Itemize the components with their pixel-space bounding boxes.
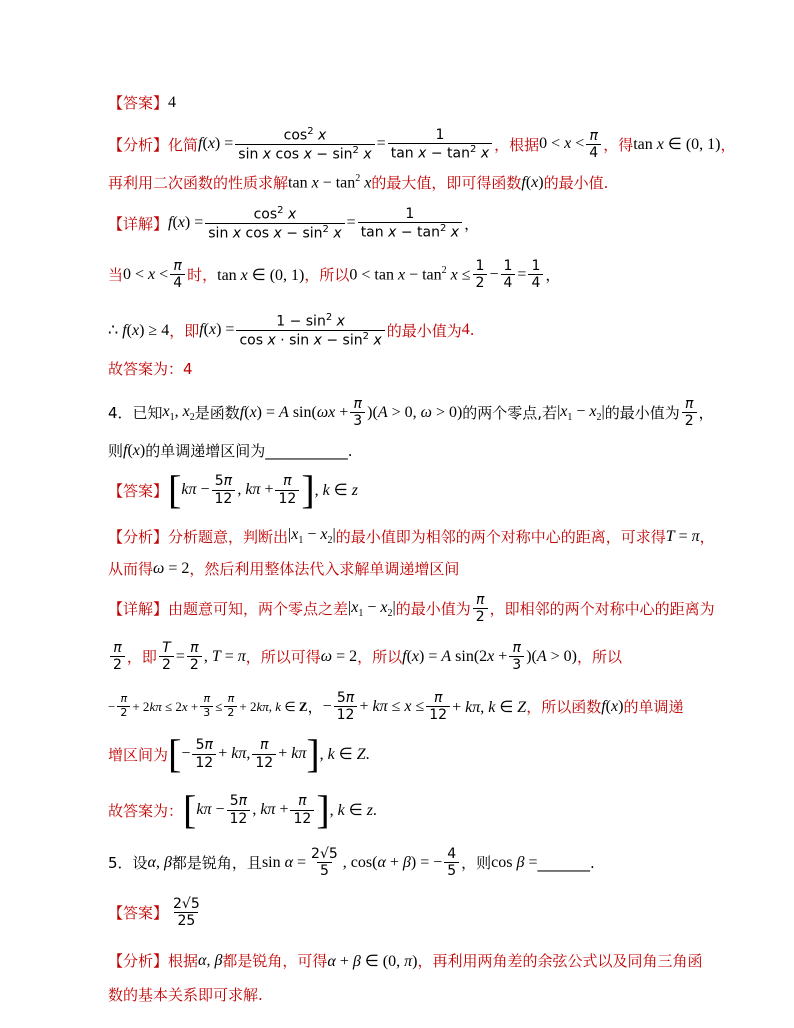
fraction: $\frac{\pi}{12}$ [290, 793, 314, 826]
math-expr: kπ − [181, 481, 210, 498]
math-expr: + 2kπ ≤ 2x + [132, 698, 199, 714]
answer-tag: 【答案】 [108, 481, 169, 500]
detail-text: 的最小值为 [395, 600, 471, 619]
stem-text: 的两个零点,若 [462, 404, 558, 423]
answer-tag: 【答案】 [108, 904, 169, 923]
math-expr: = [517, 265, 527, 283]
math-expr: tan x ∈ (0, 1) [633, 136, 721, 154]
detail-tag: 【详解】 [108, 214, 169, 233]
math-expr: )(A > 0) [526, 647, 578, 665]
fraction: $\frac{\pi}{3}$ [350, 396, 365, 429]
detail-line-4d [108, 731, 370, 776]
analysis-text: ，然后利用整体法代入求解单调递增区间 [189, 560, 460, 578]
detail-text: ，所以 [357, 648, 403, 667]
analysis-text: ，得 [603, 135, 634, 154]
math-expr: − [489, 265, 499, 283]
math-expr: , cos(α + β) = − [342, 853, 443, 871]
detail-text: ，所以可得 [245, 648, 321, 667]
fraction: $\frac{\pi}{12}$ [275, 473, 299, 506]
math-expr: $x_1$, $x_2$ [162, 402, 195, 423]
detail-text: ，即相邻的两个对称中心的距离为 [489, 600, 715, 619]
analysis-text: 从而得 [108, 560, 154, 578]
fraction: $\frac{1}{\tan x - \tan^2 x}$ [388, 127, 492, 162]
answer-blank[interactable]: _______ [537, 853, 590, 872]
detail-text: 增区间为 [108, 745, 169, 764]
math-expr: f(x) = A sin(2x + [402, 647, 508, 665]
stem-text: 则 [108, 442, 124, 460]
analysis-text: ，再利用两角差的余弦公式以及同角三角函 [417, 952, 703, 970]
analysis-text: ，根据 [494, 135, 540, 154]
analysis-text: 的最小值. [543, 174, 609, 192]
analysis-line-4b [108, 558, 459, 579]
analysis-text: 都是锐角，可得 [222, 952, 328, 970]
fraction: $\frac{\pi}{3}$ [200, 693, 213, 719]
analysis-text: 分析题意，判断出 [168, 528, 289, 546]
fraction: $\frac{\pi}{2}$ [187, 640, 202, 673]
math-expr: 0 < x < [123, 265, 169, 283]
analysis-text: 的最大值，即可得函数 [371, 174, 522, 192]
detail-line-3 [108, 205, 479, 242]
stem-text: . [347, 441, 353, 460]
fraction: $\frac{5\pi}{12}$ [212, 473, 236, 506]
detail-text: ，即 [126, 648, 157, 667]
math-expr: f(x) = A sin(ωx + [239, 403, 349, 421]
fraction: $\frac{1 - \sin^2 x}{\cos x \cdot \sin x - \sin^2 x}$ [236, 312, 384, 349]
math-expr: − [322, 697, 332, 715]
math-expr: f(x) [521, 173, 544, 191]
bracket-left: [ [168, 467, 182, 512]
analysis-text: 的最小值即为相邻的两个对称中心的距离，可求得 [335, 528, 666, 546]
bracket-right: ] [316, 787, 330, 832]
detail-text: 4 [461, 321, 470, 339]
math-expr: , kπ + [237, 481, 274, 498]
math-expr: α, β [147, 853, 172, 871]
math-expr: $0 < \tan x - \tan^2 x$ ≤ [349, 264, 471, 284]
math-expr: , kπ + [252, 801, 289, 818]
detail-tag: 【详解】 [108, 600, 169, 619]
fraction: $\frac{\pi}{4}$ [586, 128, 601, 161]
analysis-tag: 【分析】 [108, 135, 169, 154]
math-expr: + kπ [278, 745, 307, 762]
fraction: $\frac{\pi}{2}$ [117, 693, 130, 719]
fraction: $\frac{1}{2}$ [473, 258, 488, 291]
fraction: $\frac{\pi}{3}$ [509, 640, 524, 673]
math-expr: kπ − [196, 801, 225, 818]
punct: ， [545, 266, 561, 285]
fraction: $\frac{T}{2}$ [159, 640, 174, 673]
answer-line-4 [108, 467, 358, 512]
math-expr: , T = π [203, 647, 246, 665]
math-expr: + kπ ≤ x ≤ [359, 697, 425, 715]
stem-text: ，则 [461, 854, 492, 873]
analysis-line-5 [108, 950, 702, 971]
fraction: $\frac{4}{5}$ [444, 846, 459, 879]
fraction: $\frac{\pi}{2}$ [473, 592, 488, 625]
analysis-line-5b: 数的基本关系即可求解. [108, 986, 263, 1004]
analysis-line-3b [108, 172, 608, 193]
answer-line-3 [108, 92, 176, 113]
final-text: 故答案为： [108, 801, 184, 820]
analysis-text: 再利用二次函数的性质求解 [108, 174, 289, 192]
fraction: $\frac{\pi}{2}$ [224, 693, 237, 719]
fraction: $\frac{\cos^2 x}{\sin x \cos x - \sin^2 x}$ [235, 126, 374, 163]
detail-text: 当 [108, 266, 124, 285]
fraction: $\frac{1}{4}$ [528, 258, 543, 291]
detail-text: ，所以 [577, 648, 623, 667]
math-expr: f(x) [123, 441, 146, 459]
math-expr: tan x ∈ (0, 1) [217, 266, 305, 284]
math-expr: f [198, 135, 203, 153]
answer-value: 4 [168, 93, 177, 111]
detail-line-4b [108, 640, 622, 673]
math-expr: T = π [665, 527, 700, 545]
math-expr: ) = [214, 135, 234, 153]
stem-text: 4．已知 [108, 404, 163, 423]
math-expr: f(x) [601, 697, 624, 715]
bracket-right: ] [301, 467, 315, 512]
fraction: $\frac{1}{\tan x - \tan^2 x}$ [358, 206, 462, 241]
fraction: $\frac{5\pi}{12}$ [227, 793, 251, 826]
fraction: $\frac{5\pi}{12}$ [192, 737, 216, 770]
detail-text: 时， [187, 266, 218, 285]
analysis-text: 根据 [168, 952, 199, 970]
math-expr: , k ∈ z. [329, 802, 377, 819]
final-answer-4 [108, 787, 377, 832]
stem-text: . [590, 853, 595, 872]
detail-text: 由题意可知，两个零点之差 [168, 600, 349, 619]
problem-4-stem-2 [108, 440, 353, 461]
detail-line-3c [108, 312, 475, 349]
math-expr: $\tan x - \tan^2 x$ [288, 172, 372, 192]
detail-text: 的单调递 [623, 698, 684, 717]
answer-tag: 【答案】 [108, 94, 169, 112]
bracket-right: ] [306, 731, 320, 776]
analysis-text: ， [720, 135, 736, 154]
math-expr: + 2kπ, k ∈ Z [239, 698, 308, 714]
fraction: $\frac{2√5}{25}$ [173, 896, 200, 930]
math-expr: , k ∈ Z. [319, 746, 370, 763]
math-expr: 0 < x < [539, 135, 585, 153]
fraction: $\frac{\cos^2 x}{\sin x \cos x - \sin^2 x}$ [205, 205, 344, 242]
analysis-tag: 【分析】 [108, 952, 169, 970]
math-expr: α, β [198, 951, 223, 969]
math-expr: ω = 2 [153, 559, 190, 577]
bracket-left: [ [183, 787, 197, 832]
math-expr: ω = 2 [320, 647, 358, 665]
answer-blank[interactable]: ___________ [265, 441, 348, 460]
fraction: $\frac{\pi}{2}$ [682, 396, 697, 429]
fraction: $\frac{5\pi}{12}$ [334, 690, 358, 723]
stem-text: 是函数 [194, 404, 240, 423]
math-expr: ( [202, 135, 208, 153]
math-expr: )(A > 0, ω > 0) [367, 403, 463, 421]
fraction: $\frac{\pi}{12}$ [252, 737, 276, 770]
fraction: $\frac{\pi}{4}$ [170, 258, 185, 291]
detail-line-3b [108, 258, 560, 291]
math-expr: − [181, 745, 191, 762]
math-expr: sin α = [261, 853, 307, 871]
math-expr: , k ∈ z [314, 482, 358, 499]
analysis-line-4 [108, 526, 715, 547]
math-expr: + kπ, [218, 745, 251, 762]
fraction: $\frac{\pi}{12}$ [426, 690, 450, 723]
stem-text: 都是锐角，且 [171, 854, 262, 873]
math-expr: f(x) = [168, 214, 204, 232]
math-expr: x [207, 135, 215, 153]
analysis-text: 化简 [168, 135, 199, 154]
analysis-tag: 【分析】 [108, 528, 169, 546]
stem-text: 5．设 [108, 854, 148, 873]
punct: ， [464, 214, 480, 233]
detail-text: ，即 [169, 321, 200, 340]
problem-5-stem [108, 846, 595, 879]
math-expr: ≤ [215, 698, 223, 714]
problem-4-stem [108, 396, 714, 429]
math-expr: f(x) = [199, 321, 235, 339]
detail-text: ，所以 [304, 266, 350, 285]
stem-text: 的最小值为 [604, 404, 680, 423]
math-expr: $|x_1 - x_2|$ [348, 598, 396, 619]
final-answer-3: 故答案为：4 [108, 360, 193, 378]
stem-text: ， [698, 404, 714, 423]
analysis-line-3 [108, 126, 736, 163]
detail-line-4c [108, 690, 683, 723]
math-expr: = [175, 647, 185, 665]
math-expr: = [376, 135, 386, 153]
detail-text: 的最小值为 [386, 321, 462, 340]
fraction: $\frac{1}{4}$ [501, 258, 516, 291]
math-expr: = [346, 214, 356, 232]
math-expr: ∴ f(x) ≥ 4 [108, 322, 170, 340]
analysis-text: ， [699, 528, 715, 546]
math-expr: α + β ∈ (0, π) [327, 952, 418, 970]
detail-text: . [469, 321, 475, 340]
stem-text: 的单调递增区间为 [145, 442, 266, 460]
math-expr: − [108, 698, 116, 714]
math-expr: cos β = [491, 853, 538, 871]
punct: ， [307, 698, 323, 717]
math-expr: + kπ, k ∈ Z [452, 698, 527, 716]
detail-line-4 [108, 592, 715, 625]
math-expr: $|x_1 - x_2|$ [557, 402, 605, 423]
fraction: $\frac{2√5}{5}$ [311, 846, 338, 880]
detail-text: ，所以函数 [526, 698, 602, 717]
fraction: $\frac{\pi}{2}$ [110, 640, 125, 673]
bracket-left: [ [168, 731, 182, 776]
math-expr: $|x_1 - x_2|$ [288, 526, 336, 547]
answer-line-5 [108, 896, 205, 929]
